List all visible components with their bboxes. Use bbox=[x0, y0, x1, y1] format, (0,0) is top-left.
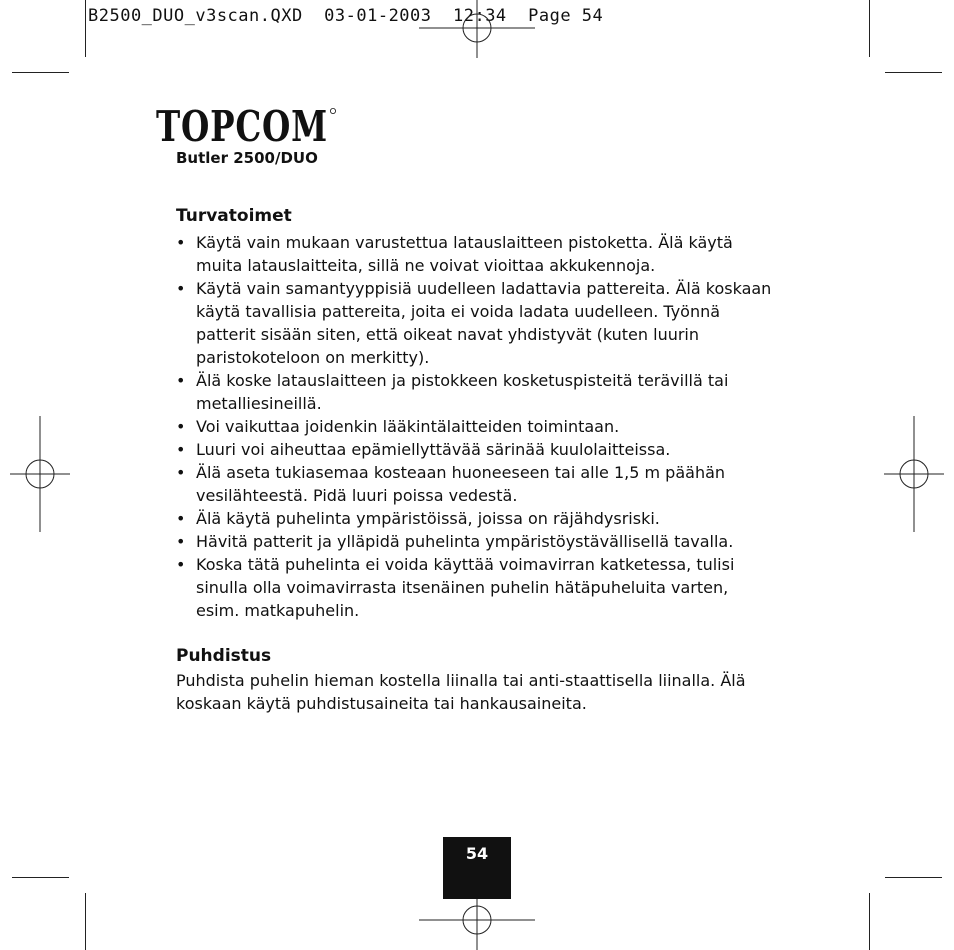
list-item: • Älä aseta tukiasemaa kosteaan huoneeseen tai alle 1,5 m päähän vesilähteestä. Pidä luuri poissa vedestä. bbox=[176, 463, 726, 505]
bullet-icon: • bbox=[176, 509, 186, 528]
crop-mark bbox=[869, 0, 870, 57]
list-item: • Käytä vain mukaan varustettua latauslaitteen pistoketta. Älä käytä muita latauslaitteita, sillä ne voivat vioittaa akkukennoja. bbox=[176, 233, 733, 275]
bullet-icon: • bbox=[176, 463, 186, 482]
list-item: • Luuri voi aiheuttaa epämiellyttävää särinää kuulolaitteissa. bbox=[176, 440, 671, 459]
crop-mark bbox=[12, 877, 69, 878]
registered-icon bbox=[330, 108, 335, 113]
registration-mark-top bbox=[419, 0, 535, 58]
product-name: Butler 2500/DUO bbox=[176, 149, 318, 167]
cleaning-text: Puhdista puhelin hieman kostella liinalla tai anti-staattisella liinalla. Älä koskaan käytä puhdistusaineita tai hankausaineita. bbox=[176, 671, 746, 713]
registration-mark-bottom bbox=[419, 892, 535, 950]
bullet-icon: • bbox=[176, 233, 186, 252]
crop-mark bbox=[885, 72, 942, 73]
logo-text: TOPCOM bbox=[156, 102, 328, 151]
crop-mark bbox=[869, 893, 870, 950]
list-item: • Älä käytä puhelinta ympäristöissä, joissa on räjähdysriski. bbox=[176, 509, 660, 528]
list-item: • Älä koske latauslaitteen ja pistokkeen kosketuspisteitä terävillä tai metalliesineillä. bbox=[176, 371, 729, 413]
topcom-logo bbox=[156, 101, 336, 151]
list-item: • Hävitä patterit ja ylläpidä puhelinta ympäristöystävällisellä tavalla. bbox=[176, 532, 734, 551]
crop-mark bbox=[885, 877, 942, 878]
safety-heading: Turvatoimet bbox=[176, 206, 292, 226]
bullet-icon: • bbox=[176, 555, 186, 574]
bullet-icon: • bbox=[176, 532, 186, 551]
registration-mark-right bbox=[884, 416, 944, 532]
list-item: • Käytä vain samantyyppisiä uudelleen ladattavia pattereita. Älä koskaan käytä tavallisia pattereita, joita ei voida ladata uudelleen. Työnnä patterit sisään siten, että oikeat navat yhdistyvät (kuten luurin paristokoteloon on merkitty). bbox=[176, 279, 772, 367]
bullet-icon: • bbox=[176, 440, 186, 459]
bullet-icon: • bbox=[176, 371, 186, 390]
crop-mark bbox=[85, 893, 86, 950]
safety-list bbox=[176, 231, 776, 622]
registration-mark-left bbox=[10, 416, 70, 532]
bullet-icon: • bbox=[176, 417, 186, 436]
cleaning-heading: Puhdistus bbox=[176, 646, 272, 666]
list-item: • Koska tätä puhelinta ei voida käyttää voimavirran katketessa, tulisi sinulla olla voimavirrasta itsenäinen puhelin hätäpuheluita varten, esim. matkapuhelin. bbox=[176, 555, 735, 620]
print-slug: B2500_DUO_v3scan.QXD 03-01-2003 12:34 Page 54 bbox=[88, 6, 604, 26]
bullet-icon: • bbox=[176, 279, 186, 298]
page-number: 54 bbox=[443, 837, 511, 899]
crop-mark bbox=[85, 0, 86, 57]
crop-mark bbox=[12, 72, 69, 73]
list-item: • Voi vaikuttaa joidenkin lääkintälaitteiden toimintaan. bbox=[176, 417, 620, 436]
